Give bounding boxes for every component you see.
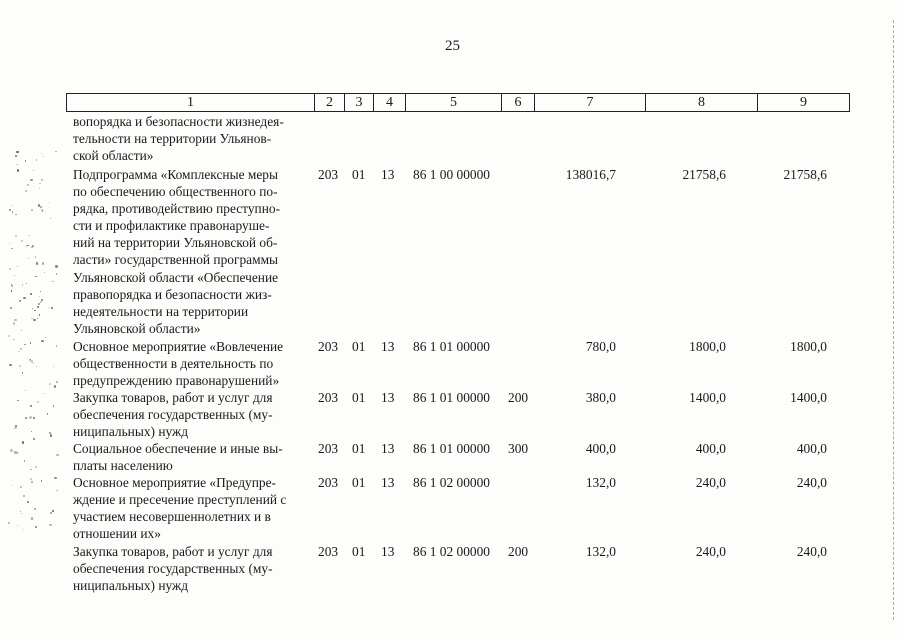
scan-speck <box>41 480 42 481</box>
scan-speck <box>31 481 33 483</box>
cell-c5: 86 1 00 00000 <box>413 167 490 182</box>
scan-speck <box>25 160 26 161</box>
row-name-line: общественности в деятельность по <box>73 356 274 372</box>
scan-speck <box>16 151 18 153</box>
header-col-9: 9 <box>757 94 849 111</box>
scan-speck <box>49 383 51 385</box>
cell-c4: 13 <box>381 441 395 456</box>
scan-speck <box>39 183 41 185</box>
row-name-line: Ульяновской области «Обеспечение <box>73 269 279 285</box>
cell-c9: 1400,0 <box>790 390 827 405</box>
scan-speck <box>24 344 25 345</box>
scan-speck <box>51 307 53 309</box>
row-name-line: Социальное обеспечение и иные вы- <box>73 441 283 456</box>
scan-speck <box>41 153 42 154</box>
row-name-line: Основное мероприятие «Вовлечение <box>73 339 284 354</box>
scan-speck <box>31 431 33 433</box>
header-col-2: 2 <box>314 94 344 111</box>
row-name-line: ждение и пресечение преступлений с <box>73 492 287 508</box>
scan-speck <box>25 390 26 391</box>
row-name-line: ний на территории Ульяновской об- <box>73 235 278 251</box>
scan-speck <box>17 266 18 267</box>
scan-speck <box>40 301 42 303</box>
scan-speck <box>41 209 43 211</box>
cell-c2: 203 <box>318 544 339 559</box>
scan-speck <box>37 306 38 307</box>
scan-speck <box>35 526 37 528</box>
scan-speck <box>56 381 58 383</box>
scan-speck <box>52 510 54 512</box>
scan-speck <box>12 211 13 212</box>
scan-speck <box>29 416 31 418</box>
row-name-line: Закупка товаров, работ и услуг для <box>73 390 273 405</box>
scan-speck <box>38 303 40 305</box>
scan-speck <box>15 235 17 237</box>
cell-c9: 1800,0 <box>790 339 827 354</box>
scan-speck <box>15 214 16 215</box>
scan-speck <box>24 460 26 462</box>
header-col-1: 1 <box>187 95 194 110</box>
row-name <box>73 113 307 164</box>
scan-speck <box>31 360 33 362</box>
header-col-7: 7 <box>534 94 645 111</box>
scan-speck <box>12 205 13 206</box>
scan-speck <box>39 296 40 297</box>
scan-speck <box>14 275 15 276</box>
scan-speck <box>26 283 27 284</box>
scan-speck <box>12 485 13 486</box>
scan-speck <box>50 218 52 220</box>
scan-speck <box>21 240 23 242</box>
scan-speck <box>40 291 41 292</box>
scan-speck <box>11 285 12 286</box>
row-name <box>73 338 307 389</box>
scan-speck <box>30 342 31 343</box>
cell-c4: 13 <box>381 339 395 354</box>
cell-c3: 01 <box>352 390 366 405</box>
page-number: 25 <box>445 38 460 54</box>
cell-c3: 01 <box>352 441 366 456</box>
scan-speck <box>41 179 43 181</box>
scan-speck <box>41 340 43 342</box>
scan-speck <box>33 170 34 171</box>
scan-speck <box>14 319 17 322</box>
scan-speck <box>31 517 33 519</box>
scan-speck <box>39 314 41 316</box>
cell-c9: 240,0 <box>796 544 827 559</box>
scan-speck <box>49 524 51 526</box>
cell-c9: 21758,6 <box>783 167 827 182</box>
scan-speck <box>37 318 38 319</box>
cell-c2: 203 <box>318 167 339 182</box>
scan-speck <box>15 155 17 157</box>
row-name-line: правопорядка и безопасности жиз- <box>73 286 272 302</box>
row-name-line: ской области» <box>73 148 154 164</box>
row-name-line: ниципальных) нужд <box>73 578 189 594</box>
scan-speck <box>55 265 57 267</box>
scan-speck <box>25 417 27 419</box>
scan-speck <box>27 501 29 503</box>
row-name-line: ласти» государственной программы <box>73 252 279 268</box>
cell-c6: 300 <box>508 441 529 456</box>
scan-speck <box>18 351 20 353</box>
scan-speck <box>16 164 17 165</box>
scan-speck <box>11 290 13 292</box>
cell-c2: 203 <box>318 339 339 354</box>
row-name-line: рядка, противодействию преступно- <box>73 201 281 217</box>
scan-speck <box>27 184 29 186</box>
scan-speck <box>9 268 11 270</box>
row-name-line: участием несовершеннолетних и в <box>73 509 271 525</box>
scan-speck <box>36 159 38 161</box>
scan-speck <box>56 454 58 456</box>
cell-c8: 1400,0 <box>689 390 726 405</box>
scan-speck <box>31 318 33 320</box>
scan-speck <box>17 452 19 454</box>
row-name <box>73 440 307 474</box>
row-name <box>73 389 307 440</box>
scan-speck <box>34 508 35 509</box>
cell-c5: 86 1 01 00000 <box>413 390 490 405</box>
scan-speck <box>33 417 35 419</box>
row-name <box>73 474 307 542</box>
cell-c7: 132,0 <box>585 544 616 559</box>
scan-speck <box>10 307 12 309</box>
scan-speck <box>37 401 39 403</box>
scan-speck <box>17 400 18 401</box>
row-name-line: тельности на территории Ульянов- <box>73 131 272 147</box>
scan-speck <box>28 235 30 237</box>
cell-c6: 200 <box>508 390 529 405</box>
scan-speck <box>40 206 42 208</box>
scan-speck <box>48 202 49 203</box>
cell-c4: 13 <box>381 475 395 490</box>
cell-c8: 400,0 <box>695 441 726 456</box>
cell-c5: 86 1 02 00000 <box>413 544 490 559</box>
scan-speck <box>30 293 32 295</box>
scan-speck <box>15 425 17 427</box>
scan-speck <box>50 434 52 436</box>
scan-speck <box>19 365 21 367</box>
cell-c8: 240,0 <box>695 475 726 490</box>
scan-speck <box>35 466 37 468</box>
header-col-6: 6 <box>501 94 534 111</box>
scan-speck <box>23 529 24 530</box>
header-col-5: 5 <box>405 94 501 111</box>
cell-c8: 21758,6 <box>682 167 726 182</box>
row-name-line: платы населению <box>73 458 173 474</box>
scan-speck <box>44 393 45 394</box>
row-name-line: отношении их» <box>73 526 161 542</box>
cell-c5: 86 1 02 00000 <box>413 475 490 490</box>
scan-speck <box>36 366 37 367</box>
cell-c3: 01 <box>352 167 366 182</box>
row-name-line: Подпрограмма «Комплексные меры <box>73 167 278 182</box>
scan-speck <box>19 300 21 302</box>
row-name-line: недеятельности на территории <box>73 303 249 319</box>
row-name-line: по обеспечению общественного по- <box>73 184 278 200</box>
cell-c8: 240,0 <box>695 544 726 559</box>
scan-speck <box>20 486 22 488</box>
cell-c7: 132,0 <box>585 475 616 490</box>
scan-speck <box>42 262 44 264</box>
cell-c3: 01 <box>352 475 366 490</box>
scan-speck <box>50 512 52 514</box>
scan-speck <box>10 449 13 452</box>
cell-c7: 400,0 <box>585 441 616 456</box>
scan-speck <box>31 209 33 211</box>
scan-speck <box>54 385 56 387</box>
cell-c4: 13 <box>381 544 395 559</box>
scan-speck <box>9 364 11 366</box>
cell-c8: 1800,0 <box>689 339 726 354</box>
scan-speck <box>8 335 10 337</box>
cell-c5: 86 1 01 00000 <box>413 441 490 456</box>
scan-speck <box>22 284 24 286</box>
row-name-line: предупреждению правонарушений» <box>73 373 280 389</box>
scan-speck <box>43 156 44 157</box>
header-col-4: 4 <box>373 94 405 111</box>
scan-speck <box>56 345 57 346</box>
cell-c9: 240,0 <box>796 475 827 490</box>
scan-speck <box>20 511 21 512</box>
cell-c3: 01 <box>352 544 366 559</box>
row-name-line: Закупка товаров, работ и услуг для <box>73 544 273 559</box>
cell-c3: 01 <box>352 339 366 354</box>
scan-speck <box>33 363 34 364</box>
scan-speck <box>14 427 16 429</box>
row-name-line: вопорядка и безопасности жизнедея- <box>73 114 284 129</box>
scan-speck <box>56 490 57 491</box>
scan-speck <box>53 405 55 407</box>
scan-speck <box>45 337 46 338</box>
scan-speck <box>47 413 48 414</box>
scan-speck <box>34 310 35 311</box>
scan-speck <box>27 245 28 246</box>
scan-speck <box>11 248 13 250</box>
scan-speck <box>28 258 29 259</box>
cell-c5: 86 1 01 00000 <box>413 339 490 354</box>
row-name-line: сти и профилактике правонаруше- <box>73 218 270 234</box>
cell-c9: 400,0 <box>796 441 827 456</box>
scan-speck <box>22 372 23 373</box>
row-name-line: Ульяновской области» <box>73 320 201 336</box>
row-name <box>73 543 307 594</box>
row-name-line: обеспечения государственных (му- <box>73 561 273 577</box>
row-name-line: обеспечения государственных (му- <box>73 407 273 423</box>
cell-c7: 380,0 <box>585 390 616 405</box>
scan-speck <box>52 281 53 282</box>
header-col-3: 3 <box>344 94 373 111</box>
scan-speck <box>23 495 25 497</box>
cell-c6: 200 <box>508 544 529 559</box>
scan-speck <box>33 319 35 321</box>
scan-speck <box>30 478 32 480</box>
scan-speck <box>9 243 10 244</box>
scan-speck <box>48 307 49 308</box>
scan-speck <box>30 469 32 471</box>
scan-speck <box>30 405 33 408</box>
scan-speck <box>17 525 19 527</box>
cell-c2: 203 <box>318 475 339 490</box>
scan-speck <box>20 348 22 350</box>
scan-speck <box>56 273 58 275</box>
scan-speck <box>54 477 56 479</box>
scan-speck <box>53 366 54 367</box>
scan-speck <box>17 169 20 172</box>
scan-speck <box>8 522 10 524</box>
scan-speck <box>13 322 15 324</box>
scan-speck <box>36 262 38 264</box>
scan-speck <box>35 256 37 258</box>
scan-speck <box>32 308 33 309</box>
scan-speck <box>39 188 40 189</box>
cell-c4: 13 <box>381 167 395 182</box>
cell-c2: 203 <box>318 390 339 405</box>
scan-speck <box>25 190 27 192</box>
cell-c4: 13 <box>381 390 395 405</box>
scan-speck <box>13 339 15 341</box>
scan-edge-line <box>893 20 894 620</box>
scan-speck <box>44 272 45 273</box>
scan-speck <box>23 297 25 299</box>
scan-speck <box>21 330 22 331</box>
scan-speck <box>33 438 35 440</box>
cell-c2: 203 <box>318 441 339 456</box>
row-name-line: ниципальных) нужд <box>73 424 189 440</box>
scan-speck <box>22 441 24 443</box>
scan-speck <box>55 151 57 153</box>
header-col-8: 8 <box>645 94 757 111</box>
row-name <box>73 166 307 337</box>
scan-speck <box>21 513 22 514</box>
cell-c7: 138016,7 <box>565 167 616 182</box>
scan-speck <box>35 276 36 277</box>
row-name-line: Основное мероприятие «Предупре- <box>73 475 277 490</box>
cell-c7: 780,0 <box>585 339 616 354</box>
scan-speck <box>30 179 33 182</box>
table-header <box>66 93 850 112</box>
